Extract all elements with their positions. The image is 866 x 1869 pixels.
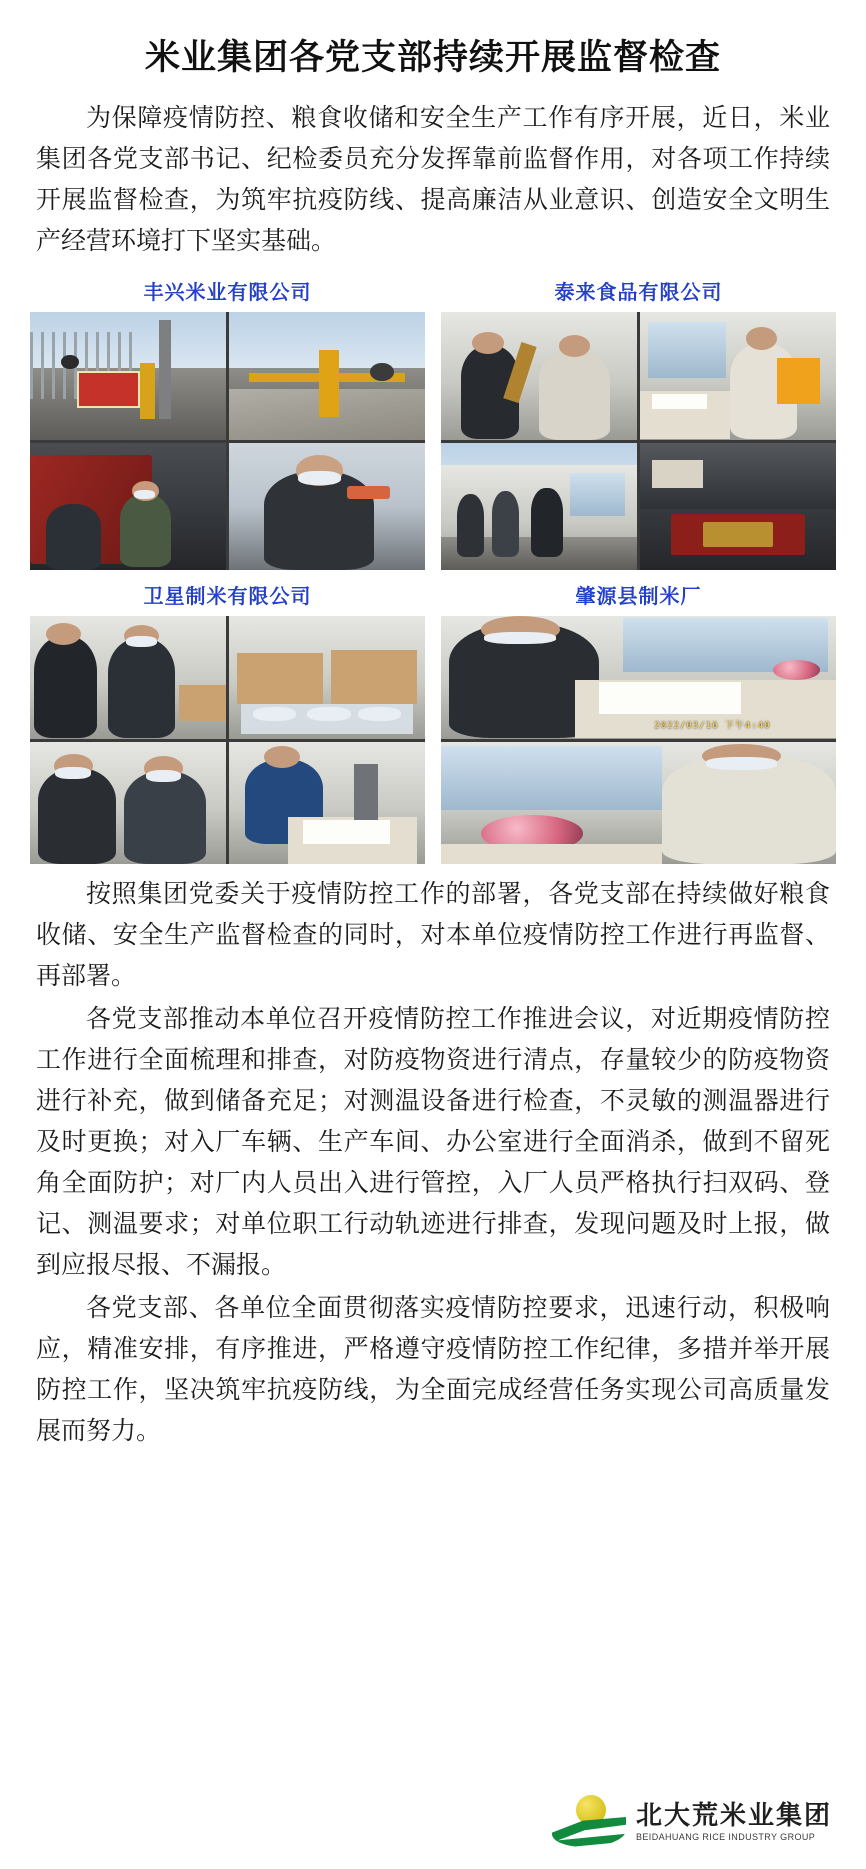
photo-group [30, 312, 425, 570]
gallery-cell-zhaoyuan [441, 580, 836, 864]
photo-supplies-boxes [229, 616, 425, 739]
brand-logo-icon [552, 1795, 626, 1849]
photo-gate-sign [30, 312, 226, 440]
paragraph-4: 各党支部、各单位全面贯彻落实疫情防控要求，迅速行动，积极响应，精准安排，有序推进，严格遵守疫情防控工作纪律，多措并举开展防控工作，坚决筑牢抗疫防线，为全面完成经营任务实现公司高质量发展而努力。 [36, 1295, 830, 1445]
photo-caption: 肇源县制米厂 [575, 586, 702, 608]
swoosh-icon [552, 1817, 626, 1847]
gallery-cell-tailai [441, 276, 836, 570]
photo-window-workspace [441, 742, 836, 865]
photo-two-workers [30, 742, 226, 865]
paragraph-3: 各党支部推动本单位召开疫情防控工作推进会议，对近期疫情防控工作进行全面梳理和排查，对防疫物资进行清点，存量较少的防疫物资进行补充，做到储备充足；对测温设备进行检查，不灵敏的测温器进行及时更换；对入厂车辆、生产车间、办公室进行全面消杀，做到不留死角全面防护；对厂内人员出入进行管控，入厂人员严格执行扫双码、登记、测温要求；对单位职工行动轨迹进行排查，发现问题及时上报，做到应报尽报、不漏报。 [36, 1006, 830, 1279]
brand-name-cn: 北大荒米业集团 [635, 1800, 832, 1830]
photo-registration-desk [640, 312, 836, 440]
gallery-row [30, 276, 836, 570]
brand-name-en: BEIDAHUANG RICE INDUSTRY GROUP [635, 1832, 816, 1843]
paragraph-2: 按照集团党委关于疫情防控工作的部署，各党支部在持续做好粮食收储、安全生产监督检查的同时，对本单位疫情防控工作进行再监督、再部署。 [36, 881, 830, 990]
photo-outdoor-inspection [441, 443, 637, 571]
photo-caption: 泰来食品有限公司 [554, 282, 723, 304]
photo-sign-in-sheet [229, 742, 425, 865]
gallery-cell-fengxing [30, 276, 425, 570]
photo-group [30, 616, 425, 864]
page-title: 米业集团各党支部持续开展监督检查 [144, 38, 721, 77]
photo-caption: 卫星制米有限公司 [143, 586, 312, 608]
photo-office-documents [441, 616, 836, 739]
footer-logo [552, 1795, 832, 1849]
paragraph-1: 为保障疫情防控、粮食收储和安全生产工作有序开展，近日，米业集团各党支部书记、纪检委员充分发挥靠前监督作用，对各项工作持续开展监督检查，为筑牢抗疫防线、提高廉洁从业意识、创造安全文明生产经营环境打下坚实基础。 [36, 105, 830, 255]
photo-gate-barrier [229, 312, 425, 440]
photo-disinfection-spray [441, 312, 637, 440]
gallery-cell-weixing [30, 580, 425, 864]
photo-red-carpet-room [640, 443, 836, 571]
photo-caption: 丰兴米业有限公司 [143, 282, 312, 304]
photo-truck-cab [30, 443, 226, 571]
gallery-row [30, 580, 836, 864]
photo-temperature-check [229, 443, 425, 571]
photo-staff-discussion [30, 616, 226, 739]
photo-group [441, 616, 836, 864]
photo-gallery [30, 276, 836, 864]
photo-group [441, 312, 836, 570]
photo-timestamp: 2022/03/16 下午4:40 [654, 720, 771, 731]
